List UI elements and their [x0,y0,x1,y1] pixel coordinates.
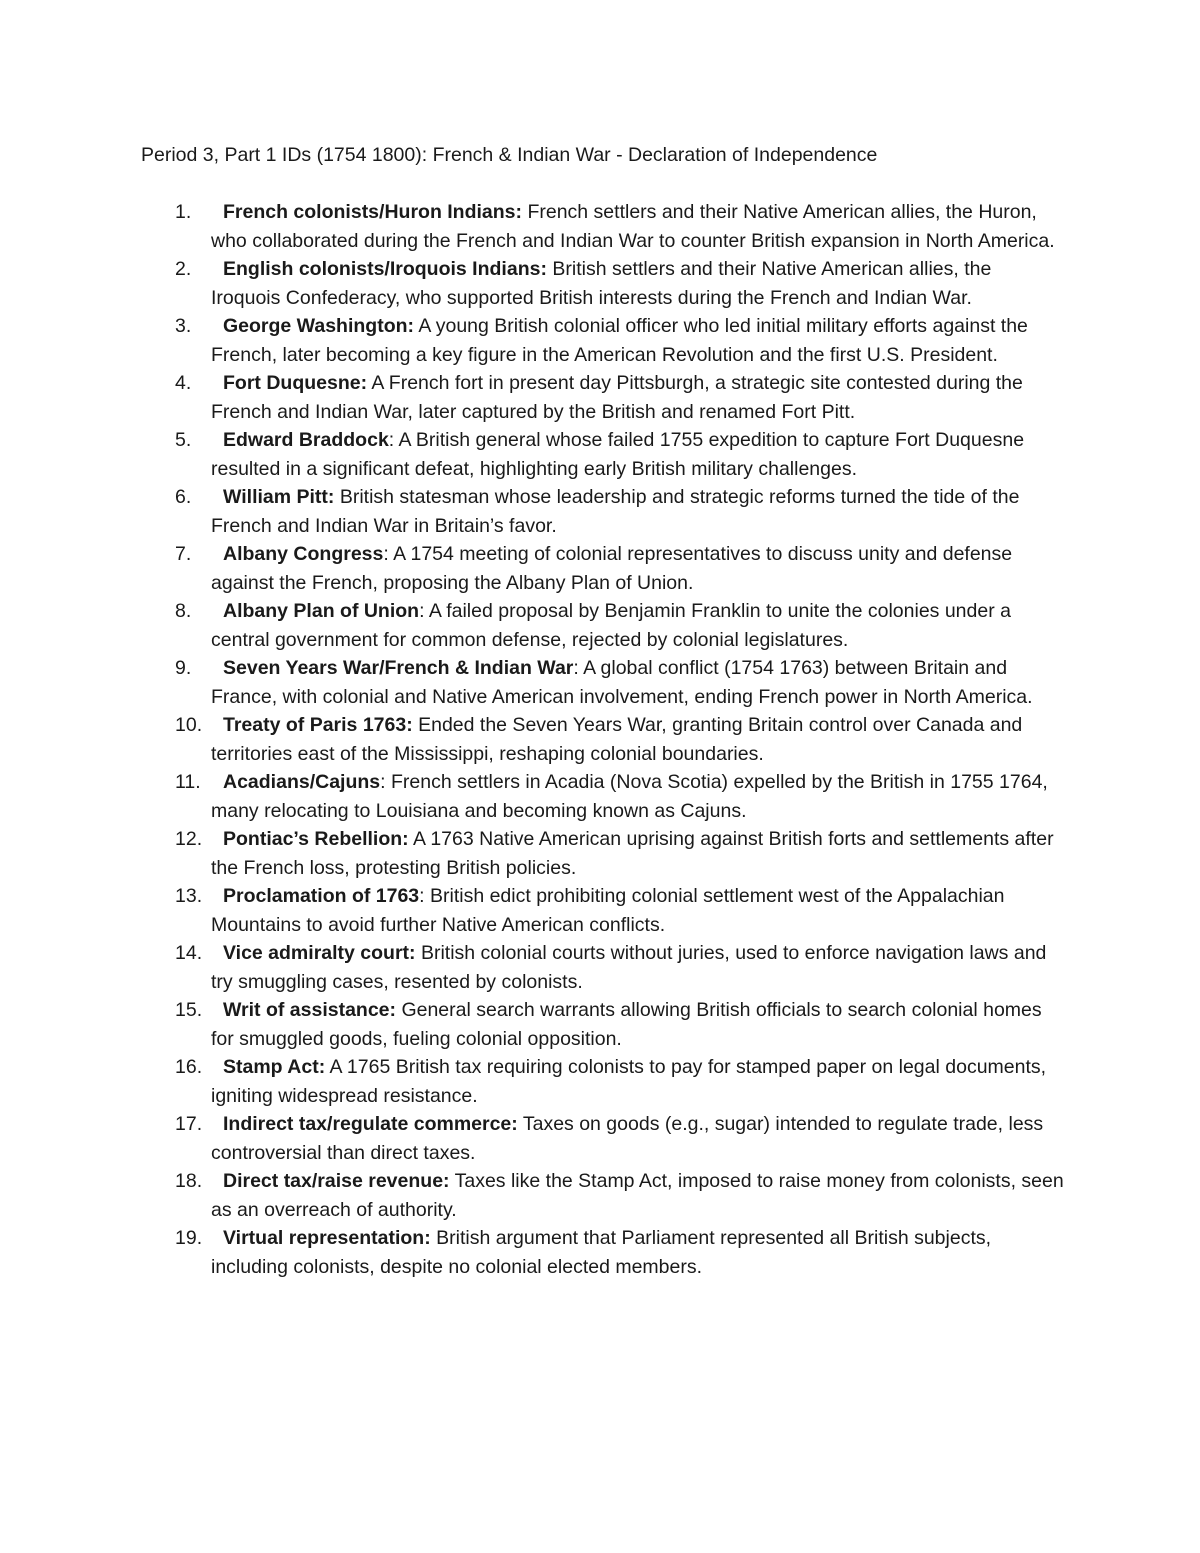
list-item-term: Edward Braddock [223,429,389,451]
list-item [0,540,1200,597]
list-item-definition: A 1763 Native American uprising against British forts and settlements after the French loss, protesting British policies. [211,828,1054,879]
list-item-number: 5. [175,429,192,451]
list-item-definition: A 1765 British tax requiring colonists to pay for stamped paper on legal documents, igniting widespread resistance. [211,1056,1047,1107]
list-item [0,1110,1200,1167]
list-item-definition: Taxes like the Stamp Act, imposed to raise money from colonists, seen as an overreach of authority. [211,1170,1064,1221]
list-item-definition: General search warrants allowing British officials to search colonial homes for smuggled goods, fueling colonial opposition. [211,999,1042,1050]
list-item [0,597,1200,654]
list-item-term: Direct tax/raise revenue: [223,1170,450,1192]
list-item-definition: A French fort in present day Pittsburgh, a strategic site contested during the French and Indian War, later captured by the British and renamed Fort Pitt. [211,372,1023,423]
list-item-term: George Washington: [223,315,415,337]
list-item-term: Proclamation of 1763 [223,885,420,907]
list-item-definition: British argument that Parliament represented all British subjects, including colonists, despite no colonial elected members. [211,1227,992,1278]
list-item-definition: A global conflict (1754 1763) between Britain and France, with colonial and Native American involvement, ending French power in North America. [211,657,1033,708]
list-item [0,939,1200,996]
list-item-number: 11. [175,771,201,793]
list-item-number: 15. [175,999,203,1021]
list-item-number: 9. [175,657,192,679]
id-list [0,198,1200,1281]
list-item-term: Writ of assistance: [223,999,397,1021]
list-item-term: Treaty of Paris 1763: [223,714,413,736]
list-item-number: 4. [175,372,192,394]
list-item [0,426,1200,483]
list-item [0,255,1200,312]
list-item-term: Albany Plan of Union [223,600,420,622]
list-item [0,483,1200,540]
list-item-definition: A failed proposal by Benjamin Franklin to unite the colonies under a central government for common defense, rejected by colonial legislatures. [211,600,1011,651]
list-item-term: Stamp Act: [223,1056,326,1078]
list-item-separator: : [573,657,579,679]
list-item-separator: : [419,885,425,907]
list-item-definition: A young British colonial officer who led initial military efforts against the French, later becoming a key figure in the American Revolution and the first U.S. President. [211,315,1028,366]
list-item-term: Seven Years War/French & Indian War [223,657,574,679]
list-item-number: 10. [175,714,203,736]
list-item [0,768,1200,825]
list-item [0,198,1200,255]
list-item-term: Pontiac’s Rebellion: [223,828,409,850]
list-item-term: Vice admiralty court: [223,942,416,964]
list-item-definition: A British general whose failed 1755 expedition to capture Fort Duquesne resulted in a significant defeat, highlighting early British military challenges. [211,429,1025,480]
list-item-definition: A 1754 meeting of colonial representatives to discuss unity and defense against the French, proposing the Albany Plan of Union. [211,543,1013,594]
list-item-number: 14. [175,942,203,964]
list-item [0,1224,1200,1281]
list-item-number: 12. [175,828,203,850]
list-item-term: French colonists/Huron Indians: [223,201,523,223]
list-item [0,996,1200,1053]
list-item-definition: British statesman whose leadership and strategic reforms turned the tide of the French and Indian War in Britain’s favor. [211,486,1020,537]
list-item-number: 19. [175,1227,203,1249]
list-item-separator: : [419,600,425,622]
list-item-definition: British settlers and their Native American allies, the Iroquois Confederacy, who supported British interests during the French and Indian War. [211,258,992,309]
list-item-term: English colonists/Iroquois Indians: [223,258,547,280]
list-item-term: Fort Duquesne: [223,372,368,394]
list-item [0,312,1200,369]
list-item-term: William Pitt: [223,486,335,508]
list-item-number: 6. [175,486,192,508]
list-item-definition: Ended the Seven Years War, granting Britain control over Canada and territories east of the Mississippi, reshaping colonial boundaries. [211,714,1023,765]
list-item-number: 3. [175,315,192,337]
list-item-separator: : [380,771,386,793]
list-item-number: 17. [175,1113,203,1135]
list-item-term: Indirect tax/regulate commerce: [223,1113,518,1135]
list-item [0,1167,1200,1224]
list-item-number: 18. [175,1170,203,1192]
list-item-number: 13. [175,885,203,907]
document-title: Period 3, Part 1 IDs (1754 1800): French & Indian War - Declaration of Independence [141,144,878,166]
list-item-separator: : [383,543,389,565]
list-item [0,1053,1200,1110]
list-item-definition: British edict prohibiting colonial settlement west of the Appalachian Mountains to avoid further Native American conflicts. [211,885,1005,936]
list-item-separator: : [388,429,395,451]
list-item-definition: French settlers and their Native American allies, the Huron, who collaborated during the French and Indian War to counter British expansion in North America. [211,201,1055,252]
list-item-definition: French settlers in Acadia (Nova Scotia) expelled by the British in 1755 1764, many relocating to Louisiana and becoming known as Cajuns. [211,771,1048,822]
list-item [0,654,1200,711]
list-item-number: 8. [175,600,192,622]
list-item-number: 1. [175,201,192,223]
list-item-number: 2. [175,258,192,280]
list-item [0,369,1200,426]
list-item [0,825,1200,882]
list-item-number: 16. [175,1056,203,1078]
list-item-definition: British colonial courts without juries, used to enforce navigation laws and try smuggling cases, resented by colonists. [211,942,1047,993]
list-item-term: Virtual representation: [223,1227,431,1249]
list-item-term: Albany Congress [223,543,384,565]
list-item [0,882,1200,939]
list-item-definition: Taxes on goods (e.g., sugar) intended to regulate trade, less controversial than direct taxes. [211,1113,1044,1164]
list-item-number: 7. [175,543,192,565]
list-item [0,711,1200,768]
list-item-term: Acadians/Cajuns [223,771,381,793]
